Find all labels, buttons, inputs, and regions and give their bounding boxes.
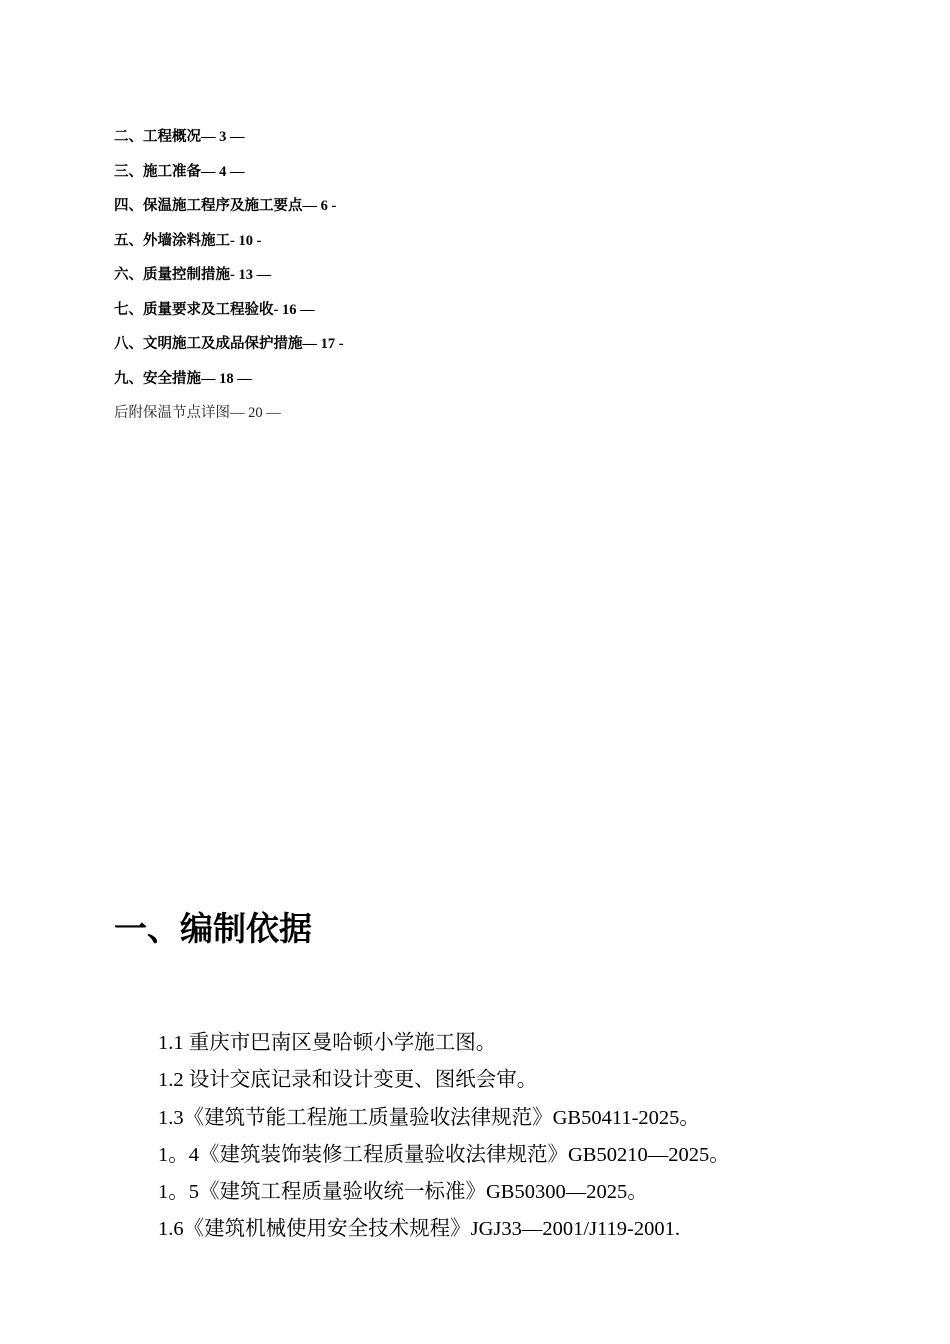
reference-item: 1。5《建筑工程质量验收统一标准》GB50300—2025。: [158, 1181, 648, 1204]
toc-item[interactable]: 三、施工准备— 4 —: [114, 163, 245, 180]
toc-item[interactable]: 后附保温节点详图— 20 —: [114, 405, 281, 421]
reference-item: 1.6《建筑机械使用安全技术规程》JGJ33—2001/J119-2001.: [158, 1218, 680, 1241]
toc-item[interactable]: 二、工程概况— 3 —: [114, 129, 245, 145]
table-of-contents: [114, 127, 814, 438]
toc-item[interactable]: 四、保温施工程序及施工要点— 6 -: [114, 198, 337, 214]
toc-item[interactable]: 六、质量控制措施- 13 —: [114, 267, 272, 283]
reference-item: 1。4《建筑装饰装修工程质量验收法律规范》GB50210—2025。: [158, 1143, 730, 1166]
reference-item: 1.3《建筑节能工程施工质量验收法律规范》GB50411-2025。: [158, 1106, 700, 1129]
toc-item[interactable]: 七、质量要求及工程验收- 16 —: [114, 301, 315, 318]
reference-list: [158, 1026, 938, 1250]
reference-item: 1.1 重庆市巴南区曼哈顿小学施工图。: [158, 1032, 497, 1054]
toc-item[interactable]: 九、安全措施— 18 —: [114, 370, 252, 387]
toc-item[interactable]: 八、文明施工及成品保护措施— 17 -: [114, 336, 344, 352]
reference-item: 1.2 设计交底记录和设计变更、图纸会审。: [158, 1069, 538, 1092]
toc-item[interactable]: 五、外墙涂料施工- 10 -: [114, 232, 262, 249]
section-heading: 一、编制依据: [114, 912, 312, 948]
